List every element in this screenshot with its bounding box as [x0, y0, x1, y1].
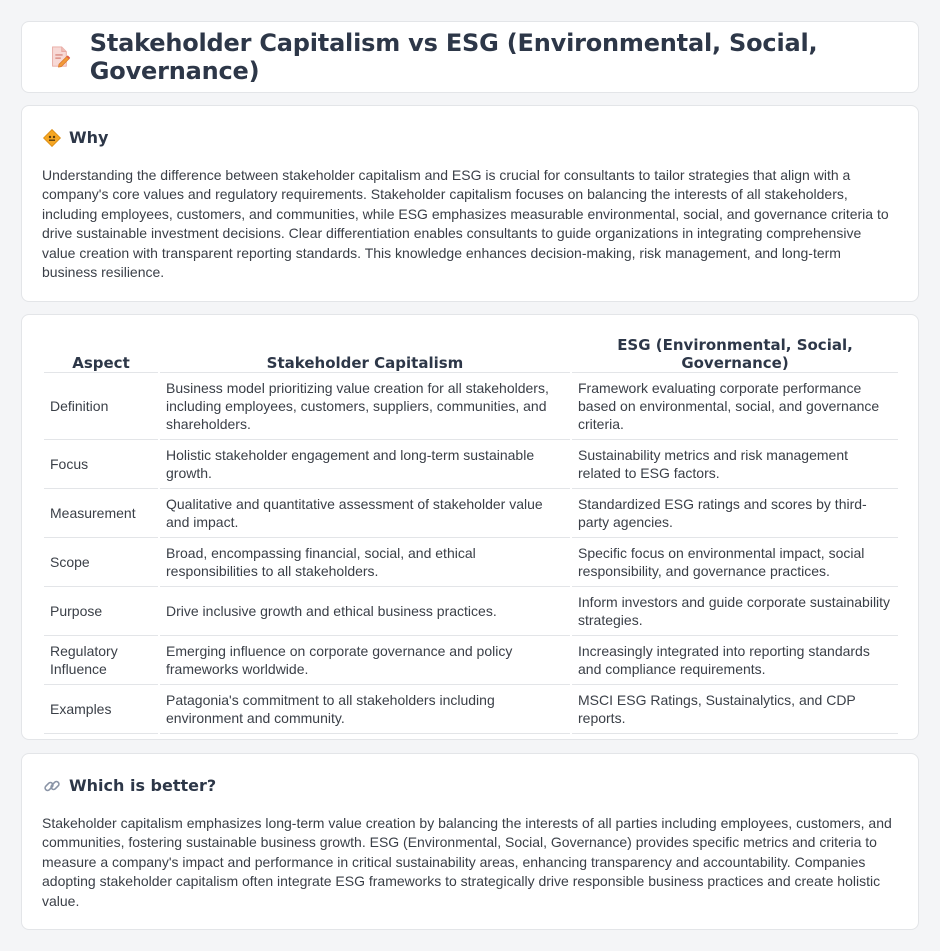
row-aspect: Definition — [44, 373, 158, 440]
row-aspect: Examples — [44, 685, 158, 734]
why-text: Understanding the difference between stakeholder capitalism and ESG is crucial for consultants to tailor strategies that align with a company's core values and regulatory requirements. Stakeholder capitalism focuses on balancing the interests of all stakeholders, including employees, customers, and communities, while ESG emphasizes measurable environmental, social, and governance criteria to drive sustainable investment decisions. Clear differentiation enables consultants to guide organizations in integrating comprehensive value creation with transparent reporting standards. This knowledge enhances decision-making, risk management, and long-term business resilience. — [42, 167, 889, 281]
row-stakeholder-capitalism: Emerging influence on corporate governance and policy frameworks worldwide. — [160, 636, 570, 685]
row-stakeholder-capitalism: Broad, encompassing financial, social, and ethical responsibilities to all stakeholders. — [160, 538, 570, 587]
row-aspect: Measurement — [44, 489, 158, 538]
row-stakeholder-capitalism: Business model prioritizing value creation for all stakeholders, including employees, customers, suppliers, communities, and shareholders. — [160, 373, 570, 440]
row-stakeholder-capitalism: Drive inclusive growth and ethical business practices. — [160, 587, 570, 636]
table-header-row — [44, 336, 898, 373]
table-row — [44, 636, 898, 685]
better-title: Which is better? — [69, 776, 217, 795]
link-icon — [43, 777, 61, 795]
row-esg: Standardized ESG ratings and scores by third-party agencies. — [572, 489, 898, 538]
why-section — [21, 105, 919, 302]
row-aspect: Purpose — [44, 587, 158, 636]
table-row — [44, 489, 898, 538]
header-aspect: Aspect — [44, 336, 158, 373]
comparison-table-card — [21, 314, 919, 740]
row-aspect: Scope — [44, 538, 158, 587]
table-row — [44, 440, 898, 489]
table-row — [44, 685, 898, 734]
which-is-better-section — [21, 753, 919, 930]
row-esg: MSCI ESG Ratings, Sustainalytics, and CDP reports. — [572, 685, 898, 734]
page-title: Stakeholder Capitalism vs ESG (Environmental, Social, Governance) — [89, 29, 818, 85]
row-stakeholder-capitalism: Holistic stakeholder engagement and long-term sustainable growth. — [160, 440, 570, 489]
document-edit-icon — [48, 44, 72, 70]
row-aspect: Focus — [44, 440, 158, 489]
row-esg: Increasingly integrated into reporting standards and compliance requirements. — [572, 636, 898, 685]
why-title: Why — [69, 128, 109, 147]
comparison-table — [42, 336, 900, 734]
header-esg: ESG (Environmental, Social, Governance) — [572, 336, 898, 373]
row-aspect: Regulatory Influence — [44, 636, 158, 685]
row-esg: Specific focus on environmental impact, social responsibility, and governance practices. — [572, 538, 898, 587]
better-text: Stakeholder capitalism emphasizes long-term value creation by balancing the interests of all parties including employees, customers, and communities, fostering sustainable business growth. ESG (Environmental, Social, Governance) provides specific metrics and criteria to measure a company's impact and performance in critical sustainability areas, enhancing transparency and accountability. Companies adopting stakeholder capitalism often integrate ESG frameworks to strategically drive responsible business practices and create holistic value. — [42, 815, 892, 909]
row-stakeholder-capitalism: Patagonia's commitment to all stakeholders including environment and community. — [160, 685, 570, 734]
why-heading — [43, 128, 108, 147]
header-stakeholder-capitalism: Stakeholder Capitalism — [160, 336, 570, 373]
table-row — [44, 538, 898, 587]
row-stakeholder-capitalism: Qualitative and quantitative assessment of stakeholder value and impact. — [160, 489, 570, 538]
table-row — [44, 373, 898, 440]
row-esg: Sustainability metrics and risk management related to ESG factors. — [572, 440, 898, 489]
row-esg: Inform investors and guide corporate sustainability strategies. — [572, 587, 898, 636]
better-heading — [43, 776, 216, 795]
row-esg: Framework evaluating corporate performance based on environmental, social, and governance criteria. — [572, 373, 898, 440]
header-card — [21, 21, 919, 93]
diamond-sign-icon — [43, 129, 61, 147]
table-row — [44, 587, 898, 636]
